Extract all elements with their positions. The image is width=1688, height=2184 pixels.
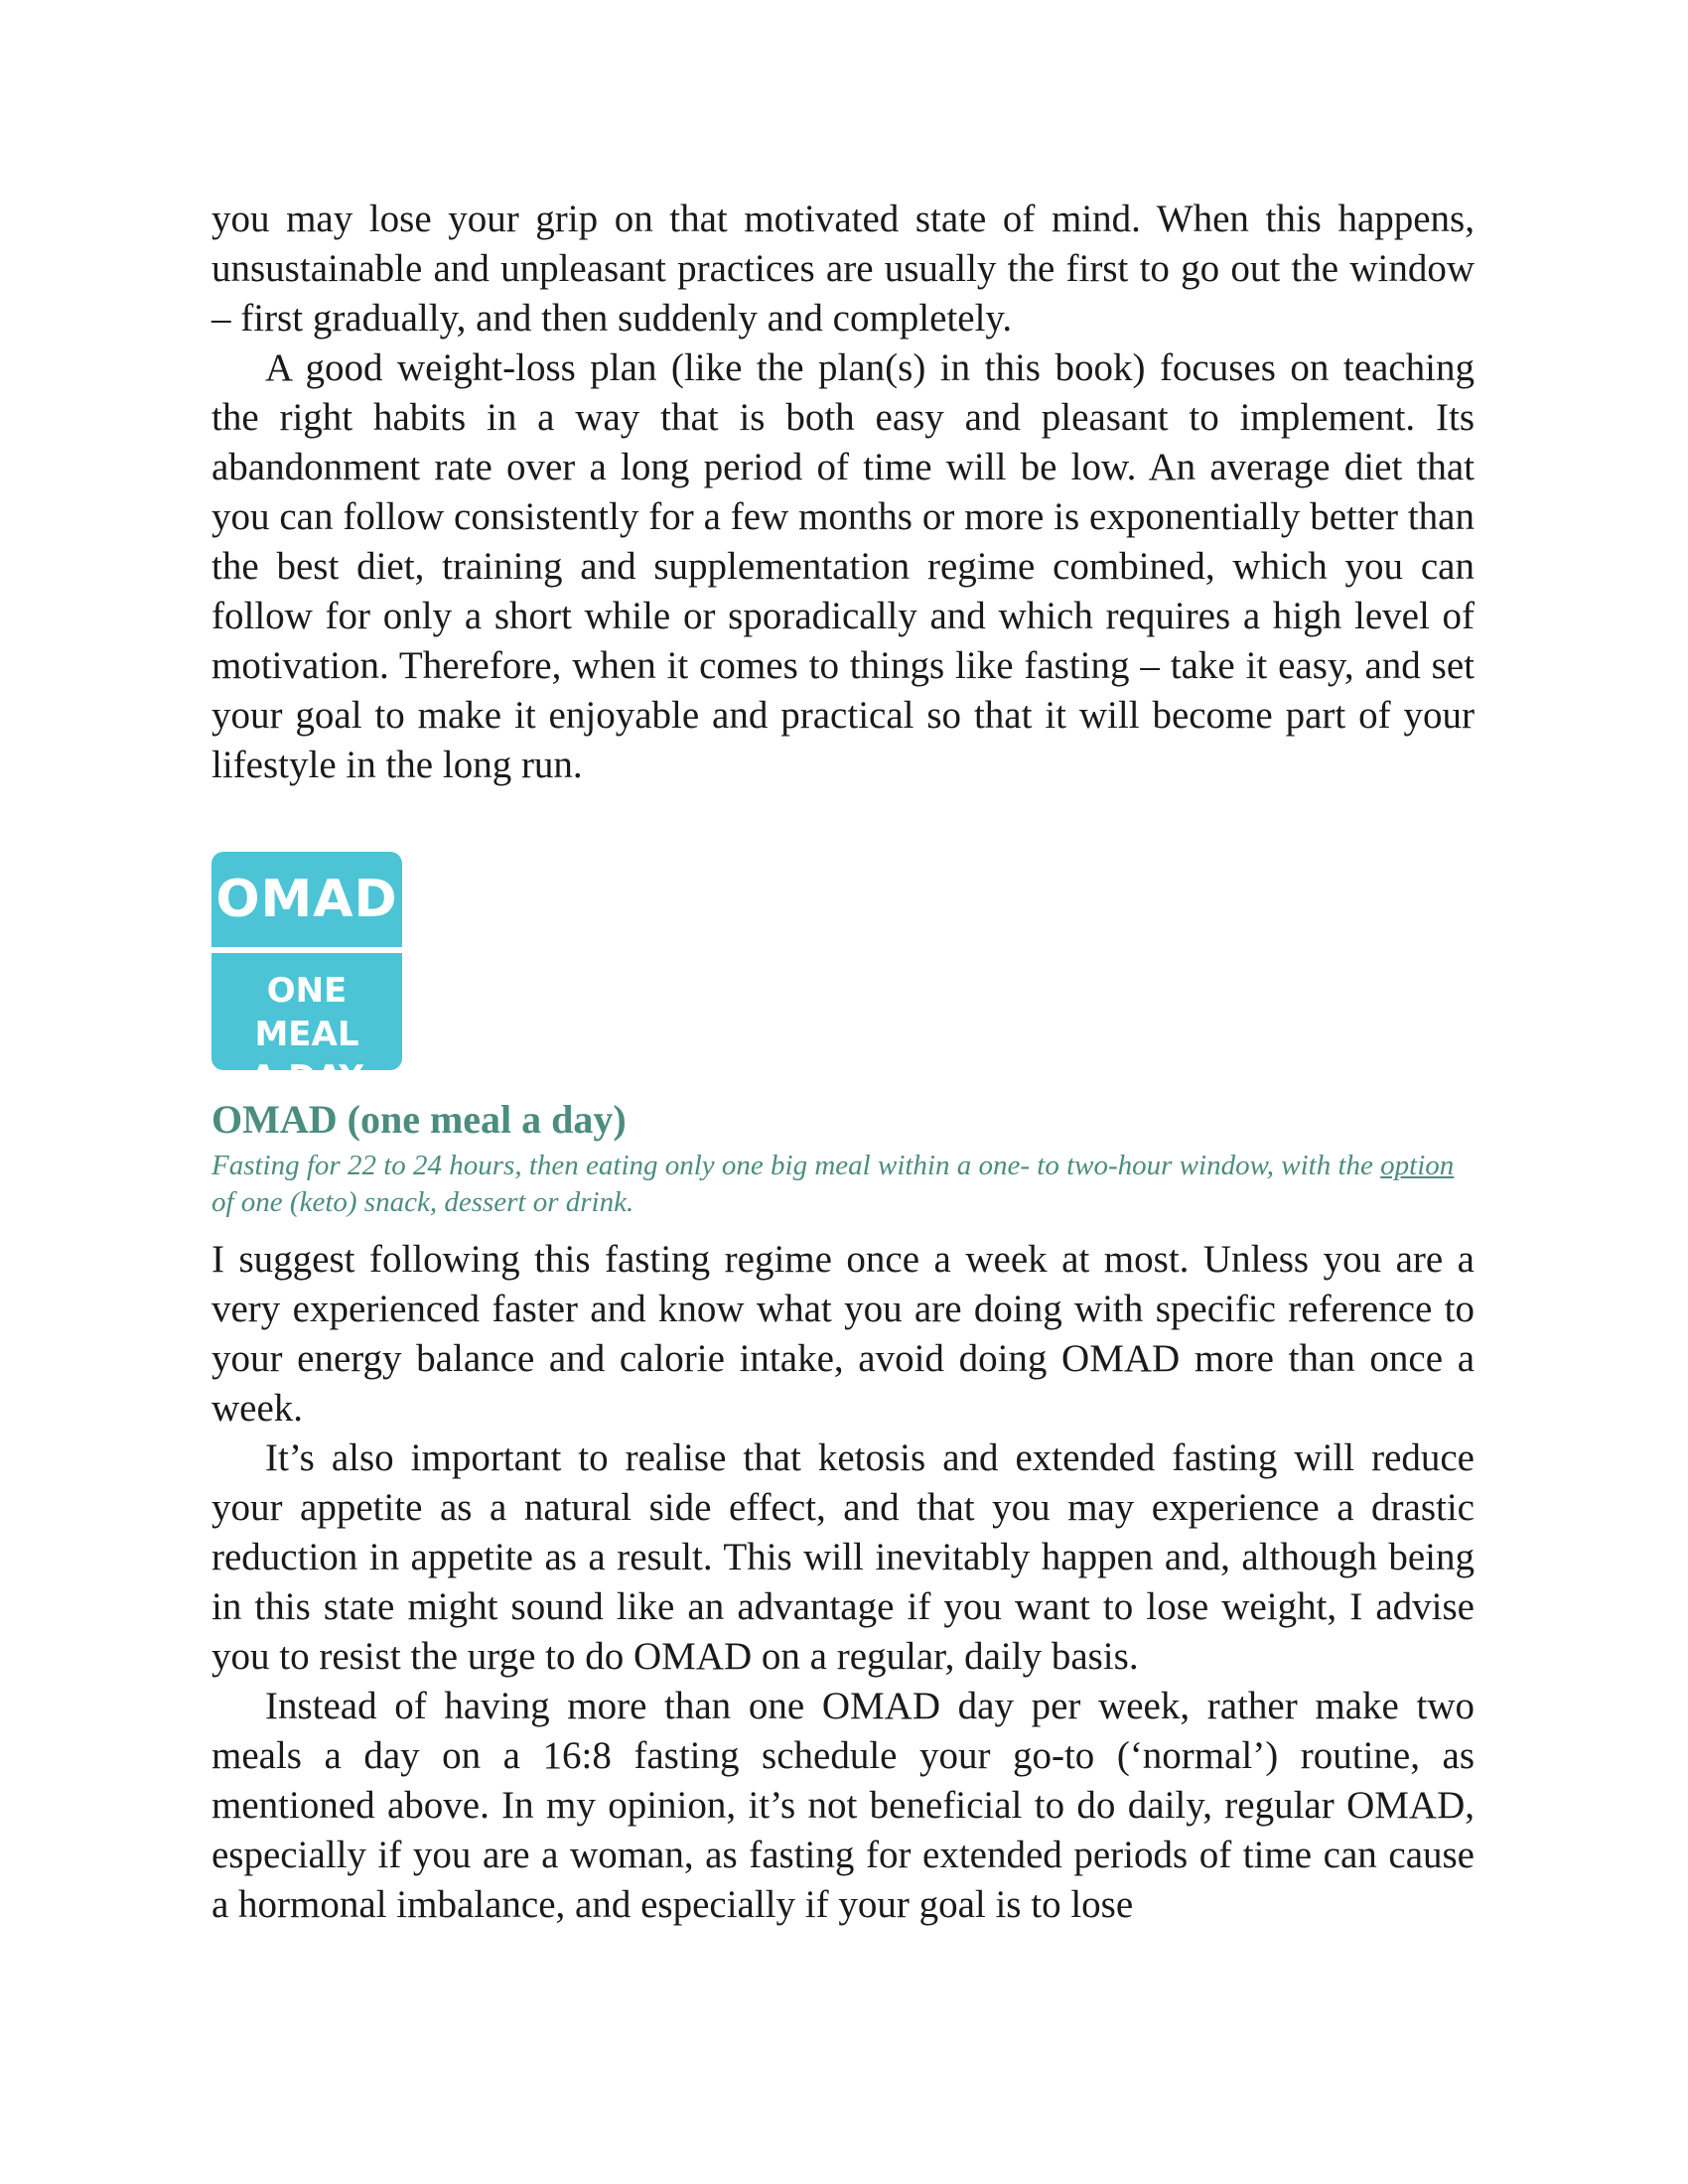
section-subtitle (211, 1148, 1475, 1221)
section-heading: OMAD (one meal a day) (211, 1097, 627, 1142)
subtitle-text: Fasting for 22 to 24 hours, then eating only one big meal within a one- to two-hour window, with the (211, 1150, 1381, 1181)
badge-subtitle-line: A DAY (249, 1058, 364, 1098)
body-paragraph: Instead of having more than one OMAD day per week, rather make two meals a day on a 16:8 fasting schedule your go-to (‘normal’) routine, as mentioned above. In my opinion, it’s not beneficial to do daily, regular OMAD, especially if you are a woman, as fasting for extended periods of time can cause a hormonal imbalance, and especially if your goal is to lose (211, 1685, 1475, 1926)
subtitle-text: of one (keto) snack, dessert or drink. (211, 1186, 634, 1218)
badge-subtitle-line: ONE MEAL (254, 971, 359, 1054)
badge-title: OMAD (215, 870, 398, 929)
body-paragraph: you may lose your grip on that motivated state of mind. When this happens, unsustainable and unpleasant practices are usually the first to go out the window – first gradually, and then suddenly and completely. (211, 198, 1475, 340)
omad-badge-logo (211, 852, 402, 1098)
subtitle-underlined-word: option (1380, 1150, 1455, 1181)
badge-subtitle (211, 953, 402, 1100)
body-paragraph: It’s also important to realise that ketosis and extended fasting will reduce your appetite as a natural side effect, and that you may experience a drastic reduction in appetite as a result. This will inevitably happen and, although being in this state might sound like an advantage if you want to lose weight, I advise you to resist the urge to do OMAD on a regular, daily basis. (211, 1436, 1475, 1678)
body-paragraph: A good weight-loss plan (like the plan(s) in this book) focuses on teaching the right habits in a way that is both easy and pleasant to implement. Its abandonment rate over a long period of time will be low. An average diet that you can follow consistently for a few months or more is exponentially better than the best diet, training and supplementation regime combined, which you can follow for only a short while or sporadically and which requires a high level of motivation. Therefore, when it comes to things like fasting – take it easy, and set your goal to make it enjoyable and practical so that it will become part of your lifestyle in the long run. (211, 346, 1475, 786)
body-paragraph: I suggest following this fasting regime once a week at most. Unless you are a very experienced faster and know what you are doing with specific reference to your energy balance and calorie intake, avoid doing OMAD more than once a week. (211, 1238, 1475, 1430)
book-page (211, 195, 1475, 1930)
